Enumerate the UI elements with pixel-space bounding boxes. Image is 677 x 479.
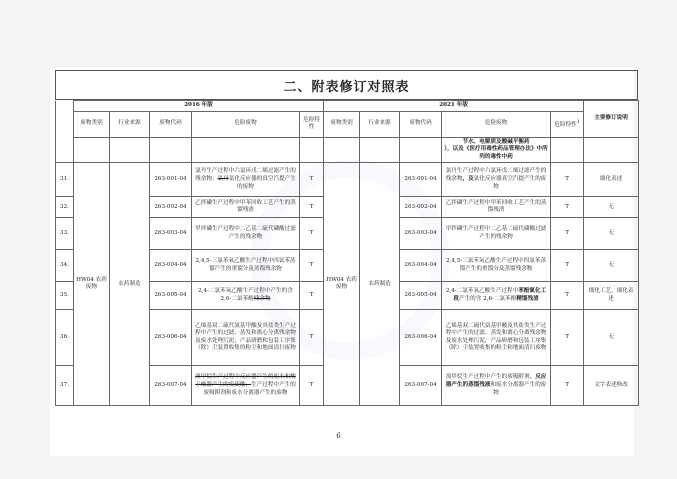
carryover-text: 节水、电解质及酸碱平衡药 ），以及《医疗用毒性药品管理办法》中所列的毒性中药 — [442, 137, 551, 163]
code-old: 263-004-04 — [150, 250, 192, 282]
waste-old: 氯丹生产过程中六氯环戊二烯过滤产生的残余物；氯丹氯化反应器的真空汽提产生的废物 — [192, 163, 300, 197]
waste-old: 溴甲烷生产过程中反应器产生的废水和酸干燥器产生的废硫酸；生产过程中产生的废吸附剂和废水分离器产生的废物 — [192, 366, 300, 406]
waste-old: 甲拌磷生产过程中二乙基二硫代磷酸过滤产生的残余物 — [192, 218, 300, 250]
hazard-old: T — [300, 250, 324, 282]
row-seq: 31. — [56, 163, 74, 197]
waste-new: 乙拌磷生产过程中甲苯回收工艺产生的蒸馏残渣 — [442, 197, 551, 218]
header-hazard-new: 危险特性$^1$ — [551, 111, 584, 137]
code-new: 263-004-04 — [400, 250, 442, 282]
waste-old: 2,4-二氯苯氧乙酸生产过程中产生的含 2,6-二氯苯酚残余物 — [192, 282, 300, 310]
header-waste-new: 危险废物 — [442, 111, 551, 137]
waste-new: 甲拌磷生产过程中二乙基二硫代磷酸过滤产生的残余物 — [442, 218, 551, 250]
code-new: 263-007-04 — [400, 366, 442, 406]
row-seq: 32. — [56, 197, 74, 218]
code-new: 263-006-04 — [400, 310, 442, 366]
hazard-old: T — [300, 163, 324, 197]
hazard-new: T — [551, 218, 584, 250]
revision-note: 细化表述 — [584, 163, 639, 197]
code-old: 263-001-04 — [150, 163, 192, 197]
hazard-old: T — [300, 218, 324, 250]
row-seq: 35. — [56, 282, 74, 310]
header-2016-edition: 2016 年版 — [74, 101, 324, 112]
hazard-new: T — [551, 197, 584, 218]
hazard-new: T — [551, 163, 584, 197]
header-hazard-old: 危险特性 — [300, 111, 324, 137]
table-title-box — [55, 70, 638, 100]
hazard-new: T — [551, 282, 584, 310]
header-code-old: 废物代码 — [150, 111, 192, 137]
code-old: 263-006-04 — [150, 310, 192, 366]
hazard-old: T — [300, 197, 324, 218]
category-old-cell: HW04 农药废物 — [74, 163, 110, 406]
industry-old-cell: 农药制造 — [110, 163, 150, 406]
code-new: 263-002-04 — [400, 197, 442, 218]
page-number: 6 — [336, 432, 341, 440]
hazard-old: T — [300, 366, 324, 406]
row-seq: 34. — [56, 250, 74, 282]
version-header-row — [56, 101, 639, 112]
table-row — [56, 163, 639, 197]
revision-note: 无 — [584, 250, 639, 282]
waste-old: 乙烯基双二硫代氨基甲酸及其盐类生产过程中产生的过滤、蒸发和离心分离残余物及废水处理污泥；产品研磨和包装工序集（除）尘装置收集的粉尘和地面清扫废物 — [192, 310, 300, 366]
hazard-old: T — [300, 282, 324, 310]
industry-new-cell: 农药制造 — [360, 163, 400, 406]
hazard-new: T — [551, 366, 584, 406]
header-2021-edition: 2021 年版 — [324, 101, 584, 112]
hazard-new: T — [551, 250, 584, 282]
row-seq: 37. — [56, 366, 74, 406]
header-industry-old: 行业来源 — [110, 111, 150, 137]
header-notes: 主要修订说明 — [584, 101, 639, 138]
carryover-row — [56, 137, 639, 163]
revision-note: 文字表述修改 — [584, 366, 639, 406]
waste-new: 2,4-二氯苯氧乙酸生产过程中苯酚氯化工段产生的含 2,6-二氯苯酚精馏残渣 — [442, 282, 551, 310]
category-new-cell: HW04 农药废物 — [324, 163, 360, 406]
code-old: 263-003-04 — [150, 218, 192, 250]
waste-new: 氯丹生产过程中六氯环戊二烯过滤产生的残余物，及氯化反应器真空汽提产生的废物 — [442, 163, 551, 197]
revision-note: 无 — [584, 197, 639, 218]
code-new: 263-003-04 — [400, 218, 442, 250]
header-code-new: 废物代码 — [400, 111, 442, 137]
revision-comparison-table — [55, 100, 639, 406]
column-header-row — [56, 111, 639, 137]
revision-note: 无 — [584, 218, 639, 250]
hazard-new: T — [551, 310, 584, 366]
waste-old: 2,4,5-三氯苯氧乙酸生产过程中四氯苯蒸馏产生的重馏分及蒸馏残余物 — [192, 250, 300, 282]
waste-new: 乙烯基双二硫代氨基甲酸及其盐类生产过程中产生的过滤、蒸发和离心分离残余物及废水处理污泥，产品研磨和包装工序集（除）尘装置收集的粉尘和地面清扫废物 — [442, 310, 551, 366]
waste-old: 乙拌磷生产过程中甲苯回收工艺产生的蒸馏残渣 — [192, 197, 300, 218]
header-industry-new: 行业来源 — [360, 111, 400, 137]
code-old: 263-007-04 — [150, 366, 192, 406]
code-new: 263-005-04 — [400, 282, 442, 310]
hazard-old: T — [300, 310, 324, 366]
page-title: 二、附表修订对照表 — [283, 79, 410, 95]
header-category-old: 废物类别 — [74, 111, 110, 137]
code-new: 263-001-04 — [400, 163, 442, 197]
header-category-new: 废物类别 — [324, 111, 360, 137]
row-seq: 36. — [56, 310, 74, 366]
waste-new: 溴甲烷生产过程中产生的废吸附剂、反应器产生的蒸馏残液和废水分离器产生的废物 — [442, 366, 551, 406]
revision-note: 细化工艺，细化表述 — [584, 282, 639, 310]
waste-new: 2,4,5-三氯苯氧乙酸生产过程中四氯苯蒸馏产生的重馏分及蒸馏残余物 — [442, 250, 551, 282]
revision-note: 无 — [584, 310, 639, 366]
row-seq: 33. — [56, 218, 74, 250]
header-waste-old: 危险废物 — [192, 111, 300, 137]
code-old: 263-002-04 — [150, 197, 192, 218]
code-old: 263-005-04 — [150, 282, 192, 310]
